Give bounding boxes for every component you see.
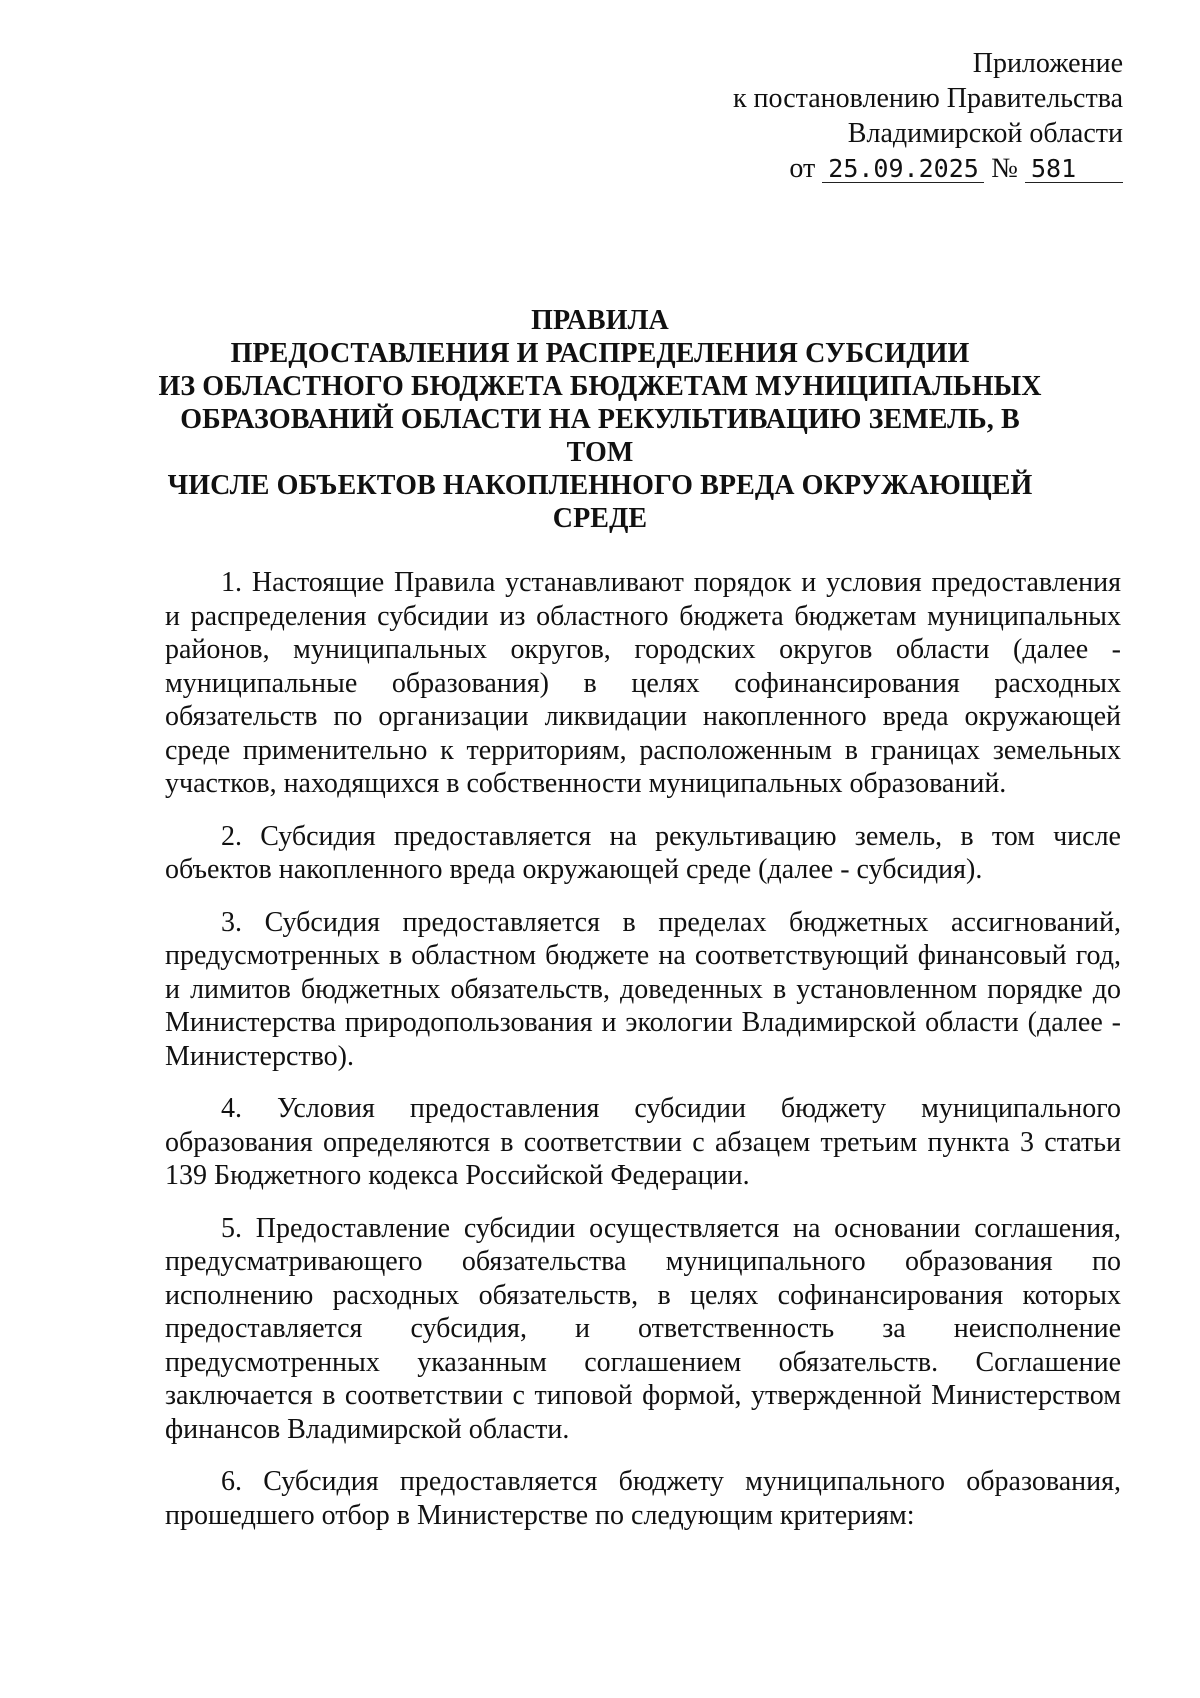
appendix-region: Владимирской области: [847, 118, 1123, 149]
date-prefix: от: [789, 153, 816, 184]
appendix-label: Приложение: [972, 48, 1123, 79]
paragraph-2: 2. Субсидия предоставляется на рекультивацию земель, в том числе объектов накопленного вреда окружающей среде (далее - субсидия).: [165, 820, 1121, 885]
title-line-1: ПРАВИЛА: [531, 305, 669, 336]
appendix-block: [523, 46, 1123, 186]
paragraph-1: 1. Настоящие Правила устанавливают порядок и условия предоставления и распределения субсидии из областного бюджета бюджетам муниципальных районов, муниципальных округов, городских округов области (далее - муниципальные образования) в целях софинансирования расходных обязательств по организации ликвидации накопленного вреда окружающей среде применительно к территориям, расположенным в границах земельных участков, находящихся в собственности муниципальных образований.: [165, 567, 1121, 799]
paragraph-3: 3. Субсидия предоставляется в пределах бюджетных ассигнований, предусмотренных в областном бюджете на соответствующий финансовый год, и лимитов бюджетных обязательств, доведенных в установленном порядке до Министерства природопользования и экологии Владимирской области (далее - Министерство).: [165, 906, 1121, 1072]
title-line-2: ПРЕДОСТАВЛЕНИЯ И РАСПРЕДЕЛЕНИЯ СУБСИДИИ: [230, 338, 970, 369]
appendix-date-line: [523, 151, 1123, 186]
title-line-5: ЧИСЛЕ ОБЪЕКТОВ НАКОПЛЕННОГО ВРЕДА ОКРУЖАЮЩЕЙ: [167, 470, 1033, 501]
title-line-3: ИЗ ОБЛАСТНОГО БЮДЖЕТА БЮДЖЕТАМ МУНИЦИПАЛЬНЫХ: [158, 371, 1042, 402]
paragraph-5: 5. Предоставление субсидии осуществляется на основании соглашения, предусматривающего обязательства муниципального образования по исполнению расходных обязательств, в целях софинансирования которых предоставляется субсидия, и ответственность за неисполнение предусмотренных указанным соглашением обязательств. Соглашение заключается в соответствии с типовой формой, утвержденной Министерством финансов Владимирской области.: [165, 1212, 1121, 1445]
title-line-6: СРЕДЕ: [552, 503, 648, 534]
document-title: [150, 304, 1050, 535]
paragraph-4: 4. Условия предоставления субсидии бюджету муниципального образования определяются в соответствии с абзацем третьим пункта 3 статьи 139 Бюджетного кодекса Российской Федерации.: [165, 1093, 1121, 1191]
paragraph-6: 6. Субсидия предоставляется бюджету муниципального образования, прошедшего отбор в Министерстве по следующим критериям:: [165, 1466, 1121, 1531]
appendix-resolution-ref: к постановлению Правительства: [732, 83, 1123, 114]
resolution-number: 581: [1025, 156, 1123, 183]
document-body: [165, 566, 1121, 1551]
title-line-4: ОБРАЗОВАНИЙ ОБЛАСТИ НА РЕКУЛЬТИВАЦИЮ ЗЕМЕЛЬ, В ТОМ: [180, 404, 1020, 468]
number-prefix: №: [991, 153, 1018, 184]
resolution-date: 25.09.2025: [822, 156, 984, 183]
